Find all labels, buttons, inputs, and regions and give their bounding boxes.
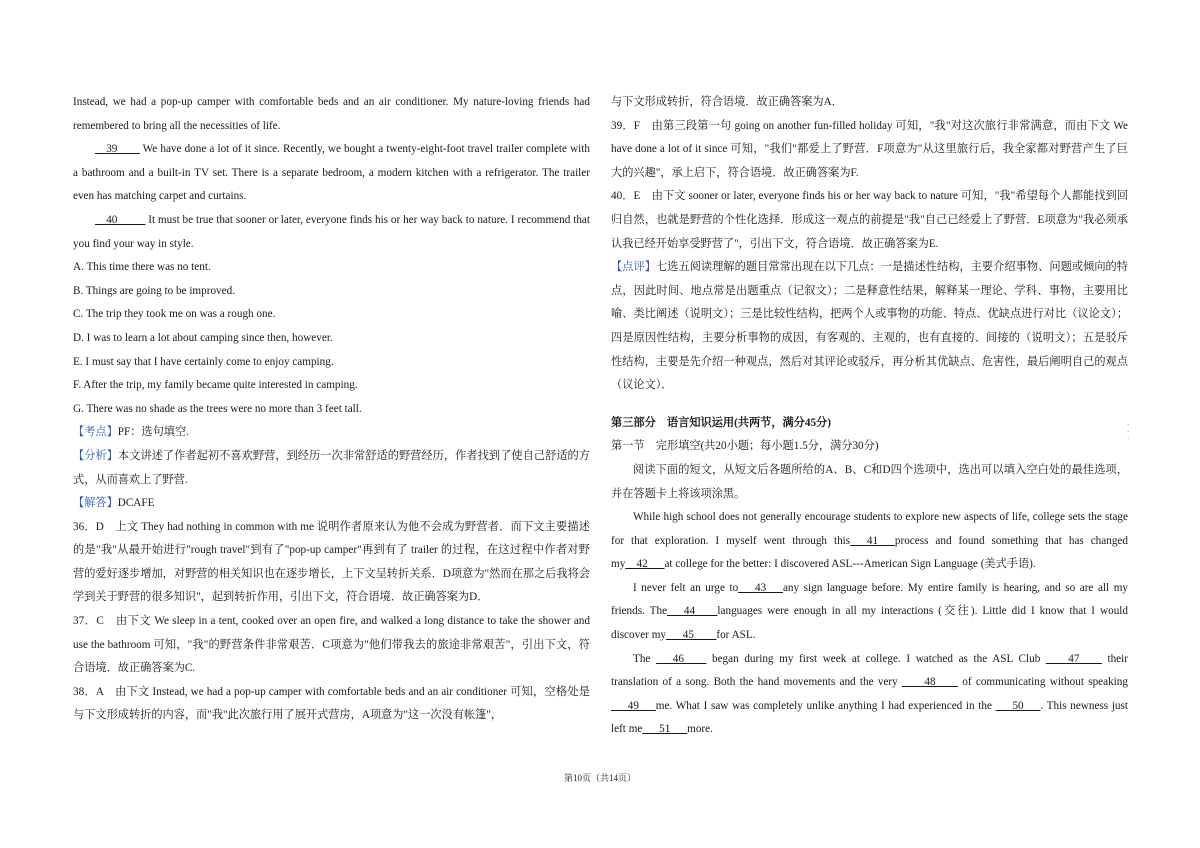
answer-40: 40．E 由下文 sooner or later, everyone finds his or her way back to nature 可知，"我"希望每个人都能找到回归自然，也就是野营的个性化选择．形成这一观点的前提是"我"自己已经爱上了野营．E项意为"我必须承认我已经开始享受野营了"，引出下文，符合语境．故正确答案为E. xyxy=(611,190,1128,250)
option-d: D. I was to learn a lot about camping since then, however. xyxy=(73,331,333,344)
blank-50: ___50___ xyxy=(995,699,1041,712)
passage-text: at college for the better: I discovered ASL---American Sign Language (美式手语). xyxy=(664,558,1036,571)
right-column xyxy=(611,91,1128,742)
passage-paragraph-3 xyxy=(611,648,1128,742)
passage-text: of communicating without speaking xyxy=(957,676,1128,689)
passage-text: their translation of a song. Both the hand movements and the very xyxy=(611,652,1128,689)
passage-text: began during my first week at college. I watched as the ASL Club xyxy=(706,652,1046,665)
blank-39: __39____ xyxy=(95,143,140,156)
answer-37: 37．C 由下文 We sleep in a tent, cooked over an open fire, and walked a long distance to take the shower and use the bathroom 可知，"我"的野营条件非常艰苦．C项意为"他们带我去的旅途非常艰苦"，引出下文，符合语境．故正确答案为C. xyxy=(73,615,590,675)
option-c: C. The trip they took me on was a rough one. xyxy=(73,308,276,321)
blank-41: ___41___ xyxy=(850,534,895,547)
fenxi-text: 本文讲述了作者起初不喜欢野营，到经历一次非常舒适的野营经历，作者找到了使自己舒适的方式，从而喜欢上了野营. xyxy=(73,449,590,486)
kaodian-tag: 【考点】 xyxy=(73,426,118,439)
paragraph-40-text: It must be true that sooner or later, everyone finds his or her way back to nature. I recommend that you find your way in style. xyxy=(73,213,590,250)
blank-48: ____48____ xyxy=(902,676,958,689)
answer-36: 36．D 上文 They had nothing in common with me 说明作者原来认为他不会成为野营者．而下文主要描述的是"我"从最开始进行"rough travel"到有了"pop-up camper"再到有了 trailer 的过程，在这过程中作者对野营的爱好逐步增加，对野营的相关知识也在逐步增长，上下文呈转折关系．D项意为"然而在那之后我将会学到关于野营的很多知识"，起到转折作用，引出下文，符合语境．故正确答案为D． xyxy=(73,520,590,604)
fenxi xyxy=(73,445,590,492)
option-g: G. There was no shade as the trees were no more than 3 feet tall. xyxy=(73,402,362,415)
answer-39: 39．F 由第三段第一句 going on another fun-filled holiday 可知，"我"对这次旅行非常满意，而由下文 We have done a lot of it since 可知，"我们"都爱上了野营．F项意为"从这里旅行后，我全家都对野营产生了巨大的兴趣"，承上启下，符合语境．故正确答案为F. xyxy=(611,119,1128,179)
passage-text: The xyxy=(633,652,657,665)
dianping xyxy=(611,256,1128,398)
paragraph-39 xyxy=(73,138,590,209)
dianping-text: 七选五阅读理解的题目常常出现在以下几点：一是描述性结构，主要介绍事物、问题或倾向的特点，因此时间、地点常是出题重点（记叙文）；二是释意性结果，解释某一理论、学科、事物，主要用比喻、类比阐述（说明文）；三是比较性结构，把两个人或事物的功能、特点、优缺点进行对比（议论文）；四是原因性结构，主要分析事物的成因，有客观的、主观的，也有直接的、间接的（说明文）；五是驳斥性结构，主要是先介绍一种观点，然后对其评论或驳斥，再分析其优缺点、危害性，最后阐明自己的观点（议论文）． xyxy=(611,261,1128,392)
answer-38: 38．A 由下文 Instead, we had a pop-up camper with comfortable beds and an air conditioner 可知，空格处是与下文形成转折的内容，而"我"此次旅行用了展开式营房，A项意为"这一次没有帐篷"， xyxy=(73,685,590,722)
kaodian xyxy=(73,421,590,445)
blank-51: ___51___ xyxy=(642,723,688,736)
left-column xyxy=(73,91,590,728)
paragraph-instead: Instead, we had a pop-up camper with comfortable beds and an air conditioner. My nature-loving friends had remembered to bring all the necessities of life. xyxy=(73,96,590,132)
option-f: F. After the trip, my family became quite interested in camping. xyxy=(73,379,358,392)
jieda-tag: 【解答】 xyxy=(73,497,118,510)
passage-text: process and found something that has changed my xyxy=(611,534,1128,571)
option-a: A. This time there was no tent. xyxy=(73,261,211,274)
blank-46: ___46____ xyxy=(656,652,707,665)
page-footer: 第10页（共14页） xyxy=(563,773,636,783)
blank-45: ___45____ xyxy=(666,629,717,642)
answer-38-continued: 与下文形成转折，符合语境．故正确答案为A． xyxy=(611,96,843,108)
passage-text: me. What I saw was completely unlike anything I had experienced in the xyxy=(655,699,996,712)
paragraph-40 xyxy=(73,209,590,256)
blank-44: ___44____ xyxy=(667,605,718,618)
margin-dots: · · · xyxy=(1127,421,1130,443)
option-e: E. I must say that I have certainly come to enjoy camping. xyxy=(73,355,334,368)
passage-paragraph-2 xyxy=(611,577,1128,648)
passage-text: for ASL. xyxy=(716,629,756,642)
passage-text: While high school does not generally encourage students to explore new aspects of life, college sets the stage for that exploration. I myself went through this xyxy=(611,511,1128,547)
jieda xyxy=(73,492,590,516)
section-gap xyxy=(611,398,1128,412)
passage-text: languages were enough in all my interactions (交往). Little did I know that I would discover my xyxy=(611,605,1128,642)
passage-text: any sign language before. My entire family is hearing, and so are all my friends. The xyxy=(611,581,1128,618)
fenxi-tag: 【分析】 xyxy=(73,449,118,462)
passage-text: I never felt an urge to xyxy=(633,581,739,594)
passage-paragraph-1 xyxy=(611,506,1128,577)
section-title: 第三部分 语言知识运用(共两节，满分45分) xyxy=(611,416,832,429)
blank-42: __42___ xyxy=(625,558,665,571)
kaodian-text: PF：选句填空. xyxy=(117,426,189,439)
blank-49: ___49___ xyxy=(611,699,656,712)
option-b: B. Things are going to be improved. xyxy=(73,284,235,297)
subsection-title: 第一节 完形填空(共20小题；每小题1.5分，满分30分) xyxy=(611,440,879,453)
blank-43: ___43___ xyxy=(738,581,783,594)
dianping-tag: 【点评】 xyxy=(611,261,656,274)
passage-text: more. xyxy=(687,723,713,736)
jieda-text: DCAFE xyxy=(117,497,155,510)
instructions: 阅读下面的短文，从短文后各题所给的A、B、C和D四个选项中，选出可以填入空白处的最佳选项，并在答题卡上将该项涂黑。 xyxy=(611,463,1128,500)
blank-47: ____47____ xyxy=(1045,652,1102,665)
paragraph-39-text: We have done a lot of it since. Recently, we bought a twenty-eight-foot travel trailer complete with a bathroom and a built-in TV set. There is a separate bedroom, a modern kitchen with a refrigerator. The trailer even has matching carpet and curtains. xyxy=(73,143,590,203)
passage-text: . This newness just left me xyxy=(611,699,1128,736)
blank-40: __40_____ xyxy=(95,213,146,226)
